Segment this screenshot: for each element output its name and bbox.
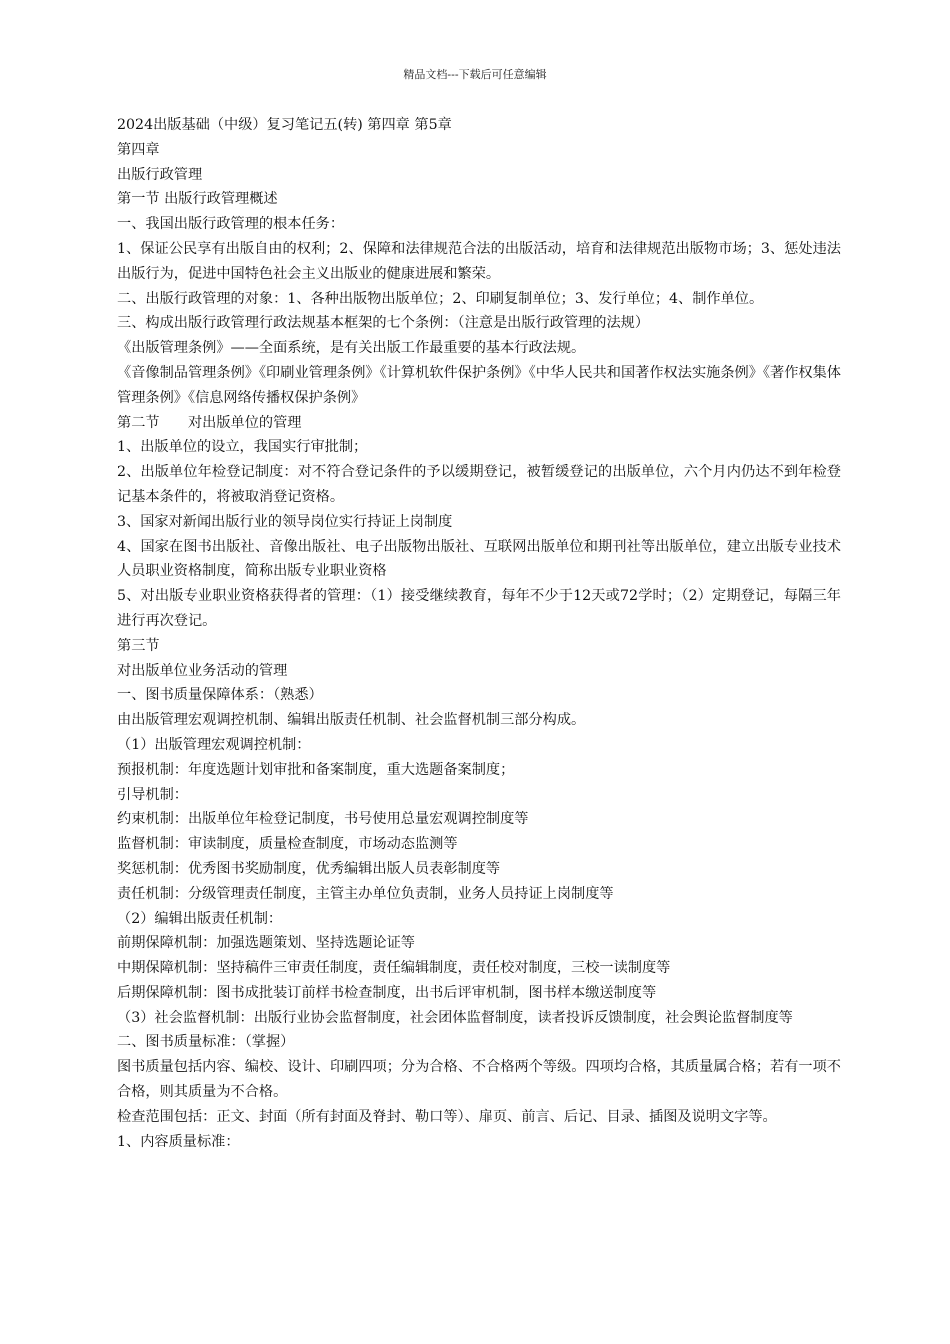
paragraph: 5、对出版专业职业资格获得者的管理：（1）接受继续教育，每年不少于12天或72学时；（2）定期登记，每隔三年进行再次登记。 [117,588,841,629]
section-3-title: 对出版单位业务活动的管理 [117,662,288,679]
paragraph: 二、图书质量标准：（掌握） [117,1034,295,1051]
paragraph: 责任机制：分级管理责任制度，主管主办单位负责制，业务人员持证上岗制度等 [117,885,614,902]
paragraph: 后期保障机制：图书成批装订前样书检查制度，出书后评审机制，图书样本缴送制度等 [117,984,657,1001]
paragraph: 检查范围包括：正文、封面（所有封面及脊封、勒口等）、扉页、前言、后记、目录、插图及说明文字等。 [117,1108,777,1125]
paragraph: 1、出版单位的设立，我国实行审批制； [117,439,368,456]
paragraph: 2、出版单位年检登记制度：对不符合登记条件的予以缓期登记，被暂缓登记的出版单位，六个月内仍达不到年检登记基本条件的，将被取消登记资格。 [117,464,841,505]
chapter-title: 出版行政管理 [117,166,203,183]
paragraph: （1）出版管理宏观调控机制： [117,736,311,753]
paragraph: 3、国家对新闻出版行业的领导岗位实行持证上岗制度 [117,513,453,530]
paragraph: 监督机制：审读制度，质量检查制度，市场动态监测等 [117,836,458,853]
paragraph: 图书质量包括内容、编校、设计、印刷四项；分为合格、不合格两个等级。四项均合格，其质量属合格；若有一项不合格，则其质量为不合格。 [117,1059,841,1101]
paragraph: 预报机制：年度选题计划审批和备案制度，重大选题备案制度； [117,761,515,778]
paragraph: 由出版管理宏观调控机制、编辑出版责任机制、社会监督机制三部分构成。 [117,712,586,729]
paragraph: 1、保证公民享有出版自由的权利；2、保障和法律规范合法的出版活动，培育和法律规范出版物市场；3、惩处违法出版行为，促进中国特色社会主义出版业的健康进展和繁荣。 [117,240,841,282]
paragraph: 《出版管理条例》——全面系统，是有关出版工作最重要的基本行政法规。 [117,340,586,357]
document-body [117,113,841,1154]
paragraph: 前期保障机制：加强选题策划、坚持选题论证等 [117,935,415,952]
paragraph: （2）编辑出版责任机制： [117,910,283,927]
chapter-heading: 第四章 [117,141,160,158]
paragraph: 一、我国出版行政管理的根本任务： [117,216,345,233]
paragraph: 4、国家在图书出版社、音像出版社、电子出版物出版社、互联网出版单位和期刊社等出版单位，建立出版专业技术人员职业资格制度，简称出版专业职业资格 [117,538,841,580]
paragraph: 三、构成出版行政管理行政法规基本框架的七个条例：（注意是出版行政管理的法规） [117,315,650,332]
section-3-heading: 第三节 [117,637,160,654]
paragraph: 中期保障机制：坚持稿件三审责任制度，责任编辑制度，责任校对制度，三校一读制度等 [117,960,671,977]
paragraph: 奖惩机制：优秀图书奖励制度，优秀编辑出版人员表彰制度等 [117,860,501,877]
paragraph: 引导机制： [117,786,188,803]
page-header: 精品文档---下载后可任意编辑 [403,68,547,81]
paragraph: 1、内容质量标准： [117,1133,240,1150]
doc-title: 2024出版基础（中级）复习笔记五(转) 第四章 第5章 [117,117,452,133]
paragraph: （3）社会监督机制：出版行业协会监督制度，社会团体监督制度，读者投诉反馈制度，社会舆论监督制度等 [117,1009,793,1026]
paragraph: 二、出版行政管理的对象：1、各种出版物出版单位；2、印刷复制单位；3、发行单位；4、制作单位。 [117,290,764,307]
section-1-heading: 第一节 出版行政管理概述 [117,191,278,208]
paragraph: 《音像制品管理条例》《印刷业管理条例》《计算机软件保护条例》《中华人民共和国著作权法实施条例》《著作权集体管理条例》《信息网络传播权保护条例》 [117,364,841,406]
paragraph: 一、图书质量保障体系：（熟悉） [117,687,323,704]
paragraph: 约束机制：出版单位年检登记制度，书号使用总量宏观调控制度等 [117,811,529,828]
section-2-heading: 第二节 对出版单位的管理 [117,414,302,431]
